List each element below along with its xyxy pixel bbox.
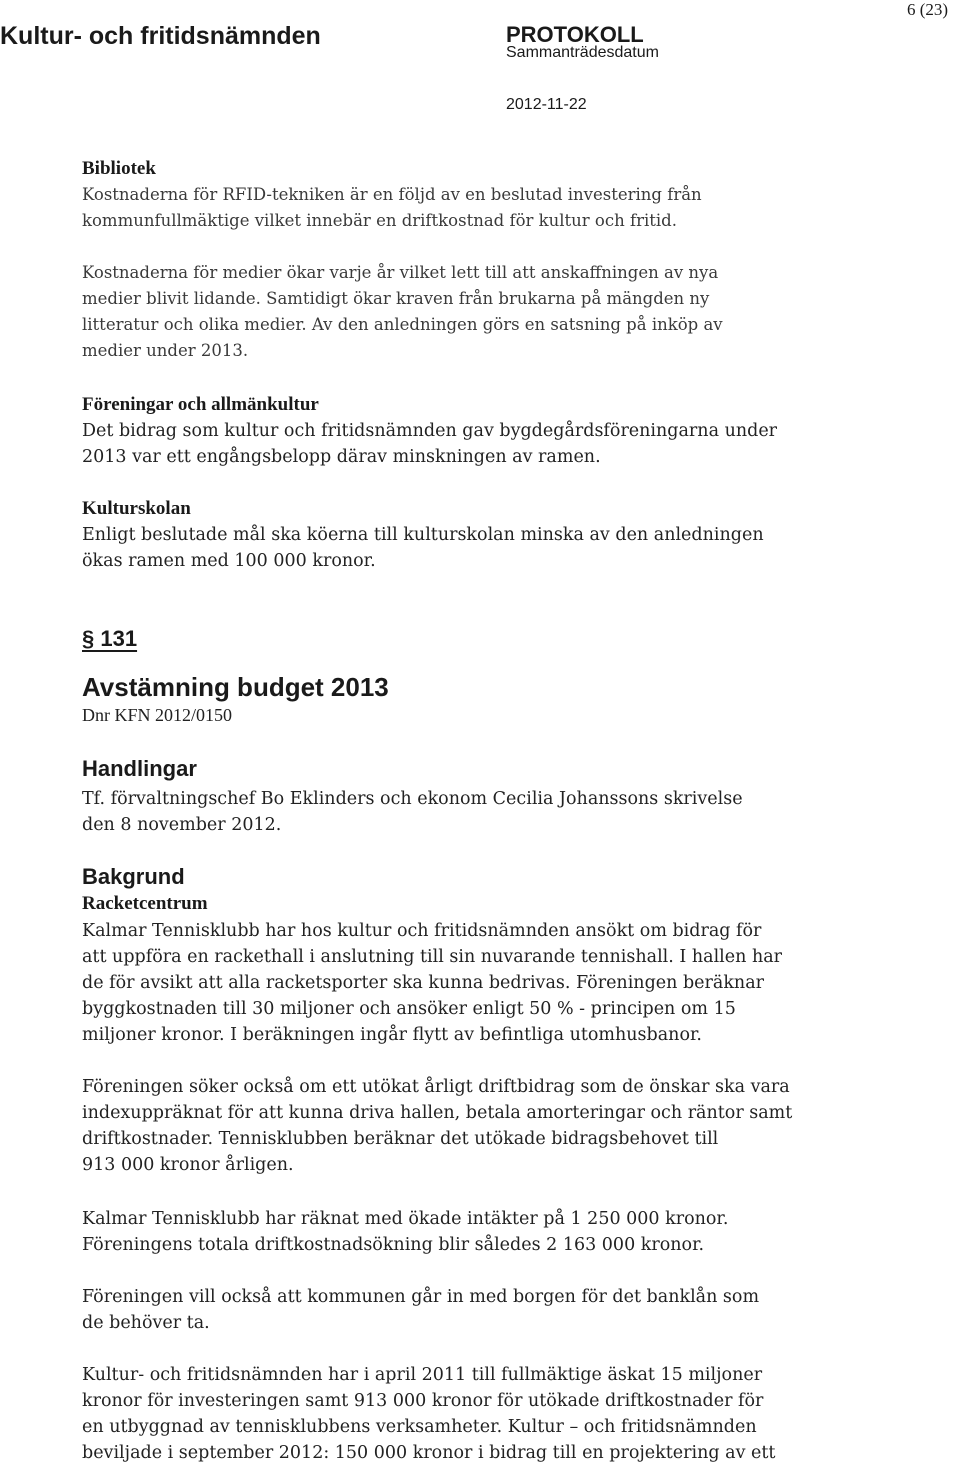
text-line: 913 000 kronor årligen.	[82, 1155, 294, 1175]
section-number: § 131	[82, 626, 138, 651]
text-line: de för avsikt att alla racketsporter ska kunna bedrivas. Föreningen beräknar	[82, 973, 764, 993]
text-line: Kalmar Tennisklubb har räknat med ökade intäkter på 1 250 000 kronor.	[82, 1209, 729, 1229]
text-line: Kostnaderna för medier ökar varje år vilket lett till att anskaffningen av nya	[82, 263, 719, 282]
committee-name: Kultur- och fritidsnämnden	[0, 22, 321, 50]
text-line: Det bidrag som kultur och fritidsnämnden gav bygdegårdsföreningarna under	[82, 421, 778, 441]
handlingar-paragraph	[82, 786, 743, 838]
kulturskolan-paragraph	[82, 522, 764, 574]
text-line: miljoner kronor. I beräkningen ingår flytt av befintliga utomhusbanor.	[82, 1025, 702, 1045]
text-line: Föreningen vill också att kommunen går in med borgen för det banklån som	[82, 1287, 760, 1307]
kulturskolan-heading: Kulturskolan	[82, 498, 191, 519]
foreningar-paragraph	[82, 418, 777, 470]
page-number: 6 (23)	[907, 0, 949, 19]
foreningar-heading: Föreningar och allmänkultur	[82, 394, 319, 415]
text-line: medier under 2013.	[82, 341, 249, 360]
meeting-date: 2012-11-22	[506, 96, 587, 113]
text-line: Kultur- och fritidsnämnden har i april 2011 till fullmäktige äskat 15 miljoner	[82, 1365, 763, 1385]
text-line: den 8 november 2012.	[82, 815, 282, 835]
text-line: Föreningen söker också om ett utökat årligt driftbidrag som de önskar ska vara	[82, 1077, 790, 1097]
text-line: beviljade i september 2012: 150 000 kronor i bidrag till en projektering av ett	[82, 1443, 776, 1463]
text-line: kommunfullmäktige vilket innebär en driftkostnad för kultur och fritid.	[82, 211, 677, 230]
bakgrund-paragraph-3	[82, 1206, 728, 1258]
text-line: indexuppräknat för att kunna driva hallen, betala amorteringar och räntor samt	[82, 1103, 793, 1123]
text-line: Kalmar Tennisklubb har hos kultur och fritidsnämnden ansökt om bidrag för	[82, 921, 762, 941]
text-line: de behöver ta.	[82, 1313, 210, 1333]
text-line: litteratur och olika medier. Av den anledningen görs en satsning på inköp av	[82, 315, 723, 334]
text-line: driftkostnader. Tennisklubben beräknar det utökade bidragsbehovet till	[82, 1129, 719, 1149]
bakgrund-paragraph-4	[82, 1284, 759, 1336]
bakgrund-paragraph-1	[82, 918, 782, 1048]
text-line: Tf. förvaltningschef Bo Eklinders och ekonom Cecilia Johanssons skrivelse	[82, 789, 743, 809]
text-line: att uppföra en rackethall i anslutning till sin nuvarande tennishall. I hallen har	[82, 947, 783, 967]
text-line: en utbyggnad av tennisklubbens verksamheter. Kultur – och fritidsnämnden	[82, 1417, 757, 1437]
bibliotek-paragraph-1	[82, 182, 702, 234]
meeting-date-label: Sammanträdesdatum	[506, 44, 659, 61]
bakgrund-paragraph-5	[82, 1362, 775, 1466]
text-line: Föreningens totala driftkostnadsökning blir således 2 163 000 kronor.	[82, 1235, 705, 1255]
document-type: PROTOKOLL	[506, 22, 644, 47]
bibliotek-paragraph-2	[82, 260, 723, 364]
text-line: medier blivit lidande. Samtidigt ökar kraven från brukarna på mängden ny	[82, 289, 710, 308]
diary-number: Dnr KFN 2012/0150	[82, 705, 233, 725]
bakgrund-heading: Bakgrund	[82, 864, 185, 889]
text-line: Kostnaderna för RFID-tekniken är en följd av en beslutad investering från	[82, 185, 702, 204]
bibliotek-heading: Bibliotek	[82, 158, 156, 179]
text-line: kronor för investeringen samt 913 000 kronor för utökade driftkostnader för	[82, 1391, 764, 1411]
racketcentrum-subheading: Racketcentrum	[82, 893, 208, 914]
text-line: ökas ramen med 100 000 kronor.	[82, 551, 376, 571]
handlingar-heading: Handlingar	[82, 756, 197, 781]
bakgrund-paragraph-2	[82, 1074, 792, 1178]
section-title: Avstämning budget 2013	[82, 672, 389, 702]
text-line: byggkostnaden till 30 miljoner och ansöker enligt 50 % - principen om 15	[82, 999, 736, 1019]
text-line: 2013 var ett engångsbelopp därav minskningen av ramen.	[82, 447, 601, 467]
text-line: Enligt beslutade mål ska köerna till kulturskolan minska av den anledningen	[82, 525, 764, 545]
